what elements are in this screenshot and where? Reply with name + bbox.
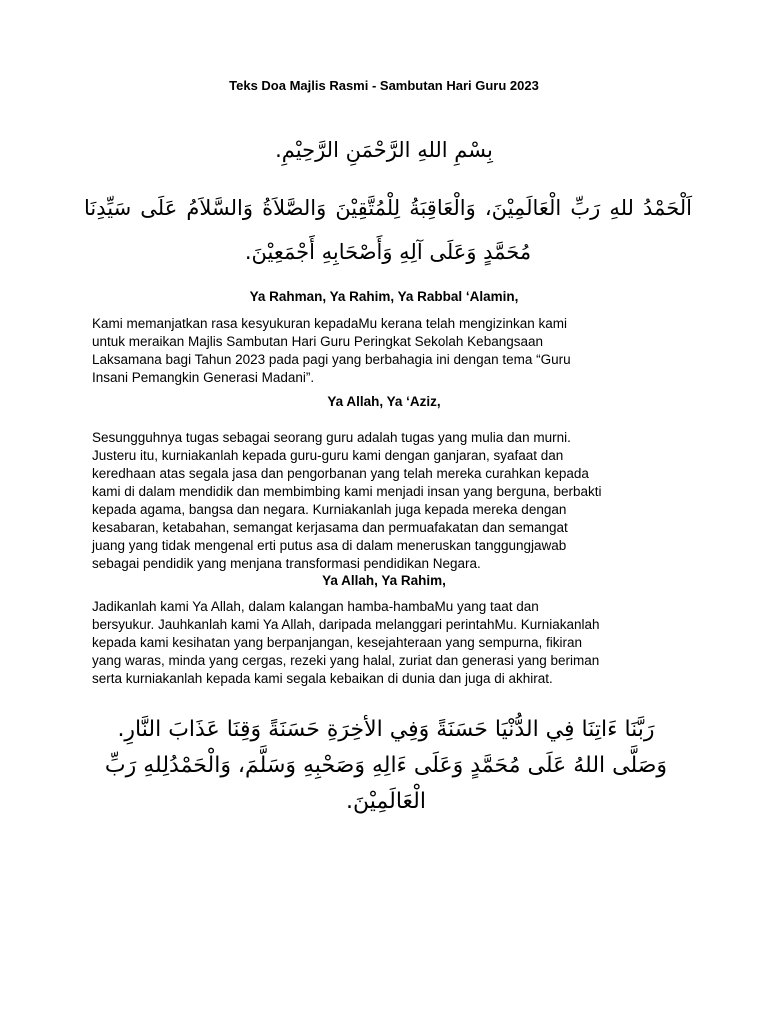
section-paragraph-2: Sesungguhnya tugas sebagai seorang guru adalah tugas yang mulia dan murni. Justeru itu, kurniakanlah kepada guru-guru kami dengan ganjaran, syafaat dan keredhaan atas segala jasa dan pengorbanan yang telah mereka curahkan kepada kami di dalam mendidik dan membimbing kami menjadi insan yang berguna, berbakti kepada agama, bangsa dan negara. Kurniakanlah juga kepada mereka dengan kesabaran, ketabahan, semangat kerjasama dan permuafakatan dan semangat juang yang tidak mengenal erti putus asa di dalam meneruskan tanggungjawab sebagai pendidik yang menjana transformasi pendidikan Negara. bbox=[92, 430, 602, 571]
document-title: Teks Doa Majlis Rasmi - Sambutan Hari Guru 2023 bbox=[229, 78, 539, 93]
arabic-basmalah: بِسْمِ اللهِ الرَّحْمَنِ الرَّحِيْمِ. bbox=[275, 138, 493, 162]
section-heading-1: Ya Rahman, Ya Rahim, Ya Rabbal ‘Alamin, bbox=[249, 289, 519, 304]
section-paragraph-3: Jadikanlah kami Ya Allah, dalam kalangan hamba-hambaMu yang taat dan bersyukur. Jauhkanlah kami Ya Allah, daripada melanggari perintahMu. Kurniakanlah kepada kami kesihatan yang berpanjangan, kesejahteraan yang sempurna, fikiran yang waras, minda yang cergas, rezeki yang halal, zuriat dan generasi yang beriman serta kurniakanlah kepada kami segala kebaikan di dunia dan juga di akhirat. bbox=[92, 599, 600, 686]
section-heading-3: Ya Allah, Ya Rahim, bbox=[322, 573, 446, 588]
arabic-opening-praise: اَلْحَمْدُ للهِ رَبِّ الْعَالَمِيْنَ، وَالْعَاقِبَةُ لِلْمُتَّقِيْنَ وَالصَّلاَةُ وَالسَّلاَمُ عَلَى سَيِّدِنَا مُحَمَّدٍ وَعَلَى آلِهِ وَأَصْحَابِهِ أَجْمَعِيْنَ. bbox=[84, 196, 692, 264]
section-paragraph-1: Kami memanjatkan rasa kesyukuran kepadaMu kerana telah mengizinkan kami untuk meraikan Majlis Sambutan Hari Guru Peringkat Sekolah Kebangsaan Laksamana bagi Tahun 2023 pada pagi yang berbahagia ini dengan tema “Guru Insani Pemangkin Generasi Madani”. bbox=[92, 316, 571, 385]
arabic-closing-prayer: رَبَّنَا ءَاتِنَا فِي الدُّنْيَا حَسَنَةً وَفِي الأخِرَةِ حَسَنَةً وَقِنَا عَذَابَ النَّارِ. وَصَلَّى اللهُ عَلَى مُحَمَّدٍ وَعَلَى ءَالِهِ وَصَحْبِهِ وَسَلَّمَ، وَالْحَمْدُلِلهِ رَبِّ الْعَالَمِيْنَ. bbox=[104, 717, 668, 814]
section-heading-2: Ya Allah, Ya ‘Aziz, bbox=[327, 394, 441, 409]
